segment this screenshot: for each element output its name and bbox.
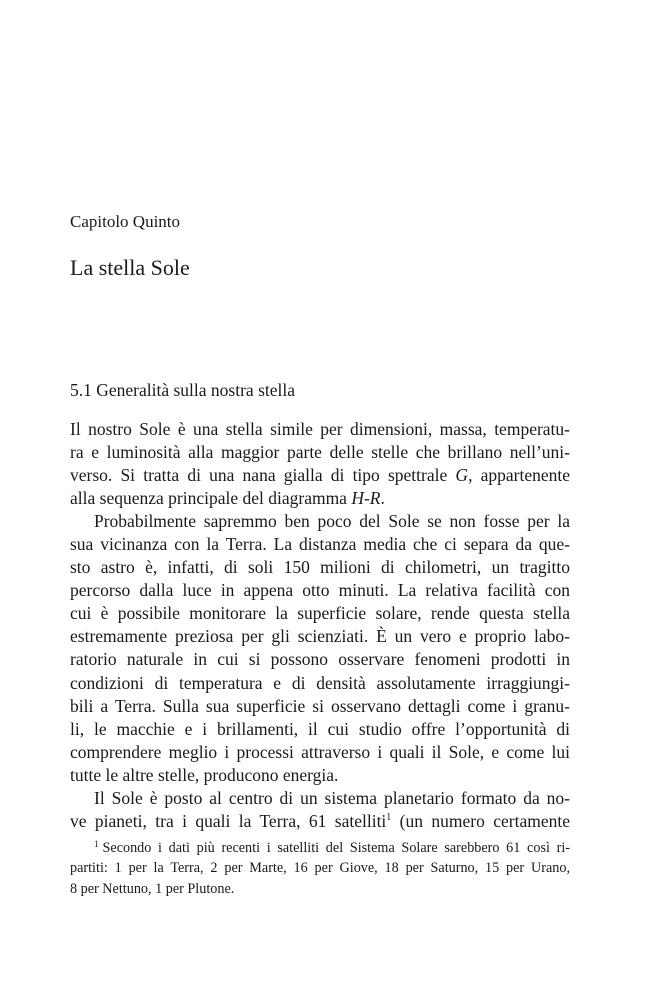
footnote-mark: 1 <box>94 839 99 849</box>
body-line: sto astro è, infatti, di soli 150 milioni di chilometri, un tragitto <box>70 557 570 578</box>
footnote-line: partiti: 1 per la Terra, 2 per Marte, 16 per Giove, 18 per Saturno, 15 per Urano, <box>70 860 570 877</box>
footnote-line: 8 per Nettuno, 1 per Plutone. <box>70 880 235 897</box>
body-line: sua vicinanza con la Terra. La distanza media che ci separa da que- <box>70 534 570 555</box>
body-text <box>70 418 570 833</box>
body-line: bili a Terra. Sulla sua superficie si osservano dettagli come i granu- <box>70 695 570 716</box>
chapter-label: Capitolo Quinto <box>70 212 181 231</box>
chapter-title: La stella Sole <box>70 255 190 280</box>
body-line: estremamente preziosa per gli scienziati. È un vero e proprio labo- <box>70 626 570 647</box>
footnote-line: $^1$ Secondo i dati più recenti i satelliti del Sistema Solare sarebbero 61 così ri- <box>94 839 570 856</box>
body-line: Il Sole è posto al centro di un sistema planetario formato da no- <box>94 787 570 808</box>
body-line: li, le macchie e i brillamenti, il cui studio offre l’opportunità di <box>70 718 570 739</box>
diagram-name: H-R <box>351 488 381 509</box>
body-line: comprendere meglio i processi attraverso i quali il Sole, e come lui <box>70 741 570 762</box>
body-line: condizioni di temperatura e di densità assolutamente irraggiungi- <box>70 672 570 693</box>
spectral-type: G <box>455 465 469 486</box>
body-line: ratorio naturale in cui si possono osservare fenomeni prodotti in <box>70 649 570 670</box>
footnote-reference[interactable]: 1 <box>386 811 392 823</box>
body-line: verso. Si tratta di una nana gialla di tipo spettrale G, appartenente <box>70 465 570 486</box>
section-heading: 5.1 Generalità sulla nostra stella <box>70 380 295 400</box>
body-line: ve pianeti, tra i quali la Terra, 61 satelliti$^1$ (un numero certamente <box>70 810 570 831</box>
body-line: Il nostro Sole è una stella simile per dimensioni, massa, temperatu- <box>70 419 570 439</box>
body-line: ra e luminosità alla maggior parte delle stelle che brillano nell’uni- <box>70 442 570 463</box>
body-line: alla sequenza principale del diagramma H-R. <box>70 488 385 509</box>
body-line: Probabilmente sapremmo ben poco del Sole se non fosse per la <box>94 511 570 532</box>
body-line: cui è possibile monitorare la superficie solare, rende questa stella <box>70 603 570 624</box>
body-line: tutte le altre stelle, producono energia. <box>70 764 339 785</box>
footnote <box>70 838 570 899</box>
body-line: percorso dalla luce in appena otto minuti. La relativa facilità con <box>70 580 570 601</box>
